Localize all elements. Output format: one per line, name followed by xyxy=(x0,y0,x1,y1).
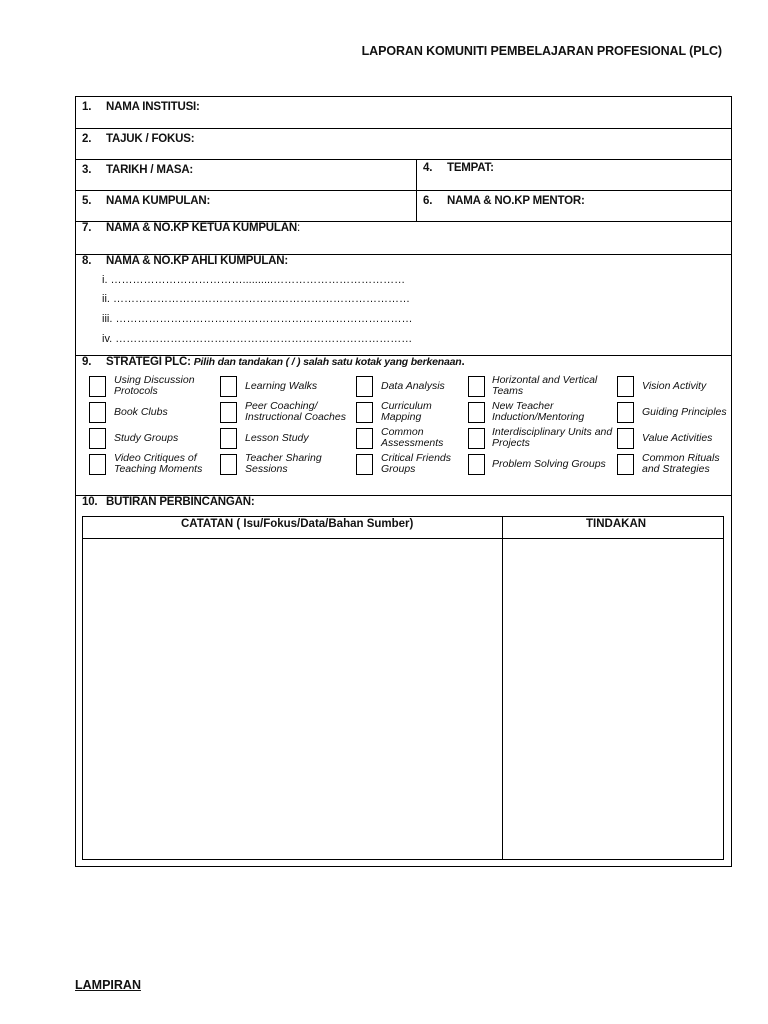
attachment-heading: LAMPIRAN xyxy=(75,978,141,992)
strategy-option-label: Lesson Study xyxy=(245,431,309,444)
strategy-header: 9. STRATEGI PLC: Pilih dan tandakan ( / ) salah satu kotak yang berkenaan. xyxy=(82,356,465,368)
strategy-checkbox[interactable] xyxy=(468,402,485,423)
place-field[interactable]: 4. TEMPAT: xyxy=(423,162,494,174)
row-date-place xyxy=(76,160,731,191)
mentor-field[interactable]: 6. NAMA & NO.KP MENTOR: xyxy=(423,195,585,207)
form-title: LAPORAN KOMUNITI PEMBELAJARAN PROFESIONAL (PLC) xyxy=(361,44,722,58)
strategy-option-label: Critical Friends Groups xyxy=(381,452,452,475)
institution-field[interactable]: 1. NAMA INSTITUSI: xyxy=(82,101,200,113)
strategy-label: STRATEGI PLC: xyxy=(106,356,191,368)
strategy-option-label: Peer Coaching/ Instructional Coaches xyxy=(245,400,346,423)
strategy-instruction: Pilih dan tandakan ( / ) salah satu kotak yang berkenaan xyxy=(193,356,462,368)
group-name-field[interactable]: 5. NAMA KUMPULAN: xyxy=(82,195,211,207)
strategy-checkbox[interactable] xyxy=(89,428,106,449)
notes-column-header: CATATAN ( Isu/Fokus/Data/Bahan Sumber) xyxy=(181,518,414,530)
action-cell[interactable] xyxy=(503,539,723,859)
row-group-mentor xyxy=(76,191,731,222)
member-line-2[interactable]: ii. ……………………………………………………………………… xyxy=(102,293,410,305)
mentor-label: NAMA & NO.KP MENTOR: xyxy=(447,195,585,207)
strategy-checkbox[interactable] xyxy=(468,428,485,449)
strategy-checkbox[interactable] xyxy=(468,454,485,475)
member-line-4[interactable]: iv. ……………………………………………………………………… xyxy=(102,333,413,345)
notes-cell[interactable] xyxy=(83,539,502,859)
discussion-table xyxy=(82,516,724,860)
strategy-option-label: Curriculum Mapping xyxy=(381,400,432,423)
topic-label: TAJUK / FOKUS: xyxy=(106,133,195,145)
member-line-3[interactable]: iii. ……………………………………………………………………… xyxy=(102,313,413,325)
strategy-checkbox[interactable] xyxy=(220,454,237,475)
strategy-option-label: Video Critiques of Teaching Moments xyxy=(114,452,203,475)
strategy-checkbox[interactable] xyxy=(89,376,106,397)
plc-report-form xyxy=(75,96,732,867)
strategy-option-label: Common Rituals and Strategies xyxy=(642,452,720,475)
strategy-option-label: New Teacher Induction/Mentoring xyxy=(492,400,585,423)
discussion-header: 10. BUTIRAN PERBINCANGAN: xyxy=(82,496,255,508)
discussion-label: BUTIRAN PERBINCANGAN: xyxy=(106,496,255,508)
strategy-option-label: Common Assessments xyxy=(381,426,444,449)
date-time-field[interactable]: 3. TARIKH / MASA: xyxy=(82,164,194,176)
strategy-checkbox[interactable] xyxy=(220,402,237,423)
group-members-label: NAMA & NO.KP AHLI KUMPULAN: xyxy=(106,255,288,267)
strategy-option-label: Book Clubs xyxy=(114,405,168,418)
strategy-option-label: Horizontal and Vertical Teams xyxy=(492,374,598,397)
strategy-checkbox[interactable] xyxy=(617,428,634,449)
strategy-checkbox[interactable] xyxy=(356,402,373,423)
strategy-option-label: Learning Walks xyxy=(245,379,318,392)
column-divider xyxy=(416,191,417,221)
strategy-option-label: Guiding Principles xyxy=(642,405,727,418)
strategy-checkbox[interactable] xyxy=(468,376,485,397)
row-topic xyxy=(76,129,731,160)
row-group-leader xyxy=(76,222,731,255)
topic-field[interactable]: 2. TAJUK / FOKUS: xyxy=(82,133,195,145)
strategy-checkbox[interactable] xyxy=(220,376,237,397)
strategy-option-label: Using Discussion Protocols xyxy=(114,374,195,397)
member-line-1[interactable]: i. ………………………………..........……………………………… xyxy=(102,274,406,286)
strategy-option-label: Study Groups xyxy=(114,431,179,444)
strategy-checkbox[interactable] xyxy=(356,428,373,449)
strategy-option-label: Teacher Sharing Sessions xyxy=(245,452,322,475)
group-members-label-wrap: 8. NAMA & NO.KP AHLI KUMPULAN: xyxy=(82,255,288,267)
group-leader-label: NAMA & NO.KP KETUA KUMPULAN xyxy=(106,222,297,234)
strategy-checkbox[interactable] xyxy=(617,376,634,397)
row-strategy xyxy=(76,356,731,496)
strategy-checkbox[interactable] xyxy=(356,454,373,475)
column-divider xyxy=(416,160,417,190)
strategy-checkbox[interactable] xyxy=(220,428,237,449)
row-institution xyxy=(76,97,731,129)
institution-label: NAMA INSTITUSI: xyxy=(106,101,200,113)
strategy-option-label: Data Analysis xyxy=(381,379,445,392)
strategy-option-label: Vision Activity xyxy=(642,379,707,392)
group-name-label: NAMA KUMPULAN: xyxy=(106,195,211,207)
strategy-checkbox[interactable] xyxy=(356,376,373,397)
strategy-option-label: Interdisciplinary Units and Projects xyxy=(492,426,613,449)
strategy-checkbox[interactable] xyxy=(89,402,106,423)
discussion-table-header xyxy=(83,517,723,539)
action-column-header: TINDAKAN xyxy=(586,518,647,530)
strategy-checkbox[interactable] xyxy=(617,454,634,475)
strategy-checkbox[interactable] xyxy=(617,402,634,423)
group-leader-field[interactable]: 7. NAMA & NO.KP KETUA KUMPULAN: xyxy=(82,222,300,234)
strategy-option-label: Problem Solving Groups xyxy=(492,457,606,470)
place-label: TEMPAT: xyxy=(447,162,494,174)
strategy-option-label: Value Activities xyxy=(642,431,713,444)
date-time-label: TARIKH / MASA: xyxy=(106,164,194,176)
strategy-checkbox[interactable] xyxy=(89,454,106,475)
row-group-members xyxy=(76,255,731,356)
